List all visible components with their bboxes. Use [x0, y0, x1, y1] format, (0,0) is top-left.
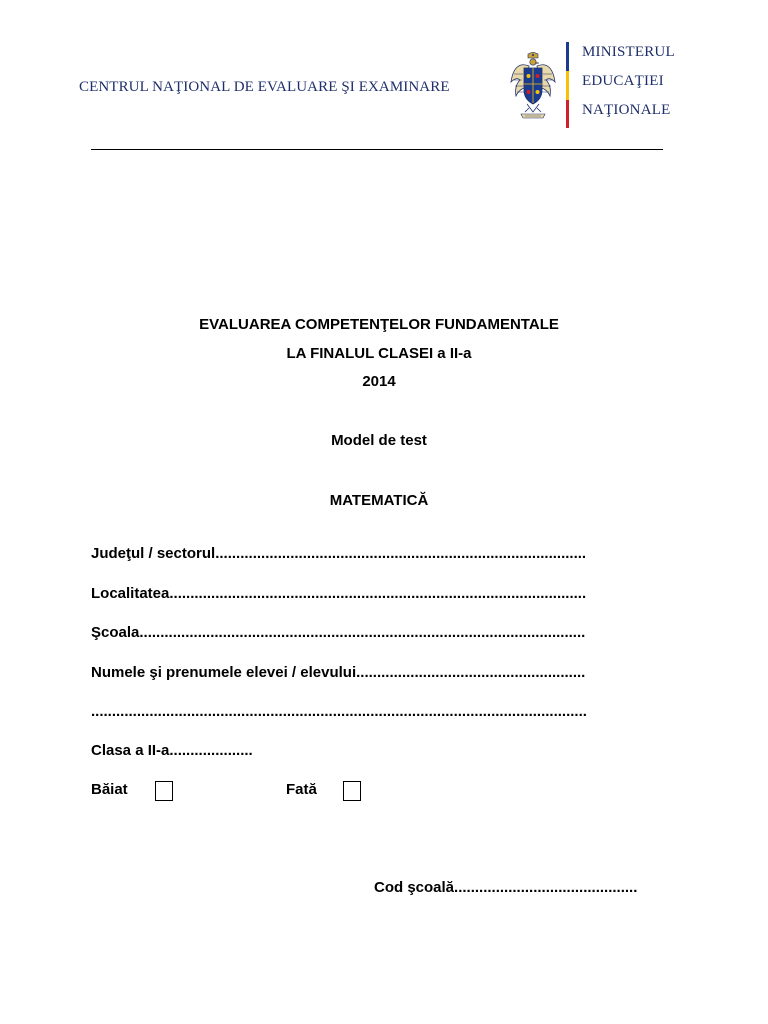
- boy-label: Băiat: [91, 781, 128, 798]
- girl-checkbox[interactable]: [343, 781, 361, 801]
- romanian-coat-of-arms-icon: [509, 52, 557, 120]
- ministry-name-line1: MINISTERUL: [582, 44, 675, 60]
- header-divider: [91, 149, 663, 150]
- page-title-line2: LA FINALUL CLASEI a II-a: [286, 345, 472, 362]
- school-code-field[interactable]: Cod şcoală............................................: [374, 879, 638, 896]
- class-field[interactable]: Clasa a II-a....................: [91, 742, 253, 759]
- subject-title: MATEMATICĂ: [329, 492, 429, 509]
- flag-stripe-red: [566, 100, 569, 128]
- exam-year: 2014: [362, 373, 396, 390]
- boy-checkbox[interactable]: [155, 781, 173, 801]
- flag-stripe-yellow: [566, 71, 569, 100]
- girl-label: Fată: [286, 781, 317, 798]
- locality-field[interactable]: Localitatea....................................................................................................: [91, 585, 587, 602]
- ministry-name-line3: NAŢIONALE: [582, 102, 671, 118]
- school-field[interactable]: Şcoala...........................................................................................................: [91, 624, 586, 641]
- page-title-line1: EVALUAREA COMPETENŢELOR FUNDAMENTALE: [199, 316, 559, 333]
- student-name-field[interactable]: Numele şi prenumele elevei / elevului.......................................................: [91, 664, 586, 681]
- student-name-field-continued[interactable]: .......................................................................................................................: [91, 703, 587, 720]
- flag-stripe-blue: [566, 42, 569, 71]
- county-sector-field[interactable]: Judeţul / sectorul.........................................................................................: [91, 545, 587, 562]
- test-type: Model de test: [331, 432, 427, 449]
- center-name: CENTRUL NAŢIONAL DE EVALUARE ŞI EXAMINARE: [79, 79, 450, 95]
- ministry-name-line2: EDUCAŢIEI: [582, 73, 664, 89]
